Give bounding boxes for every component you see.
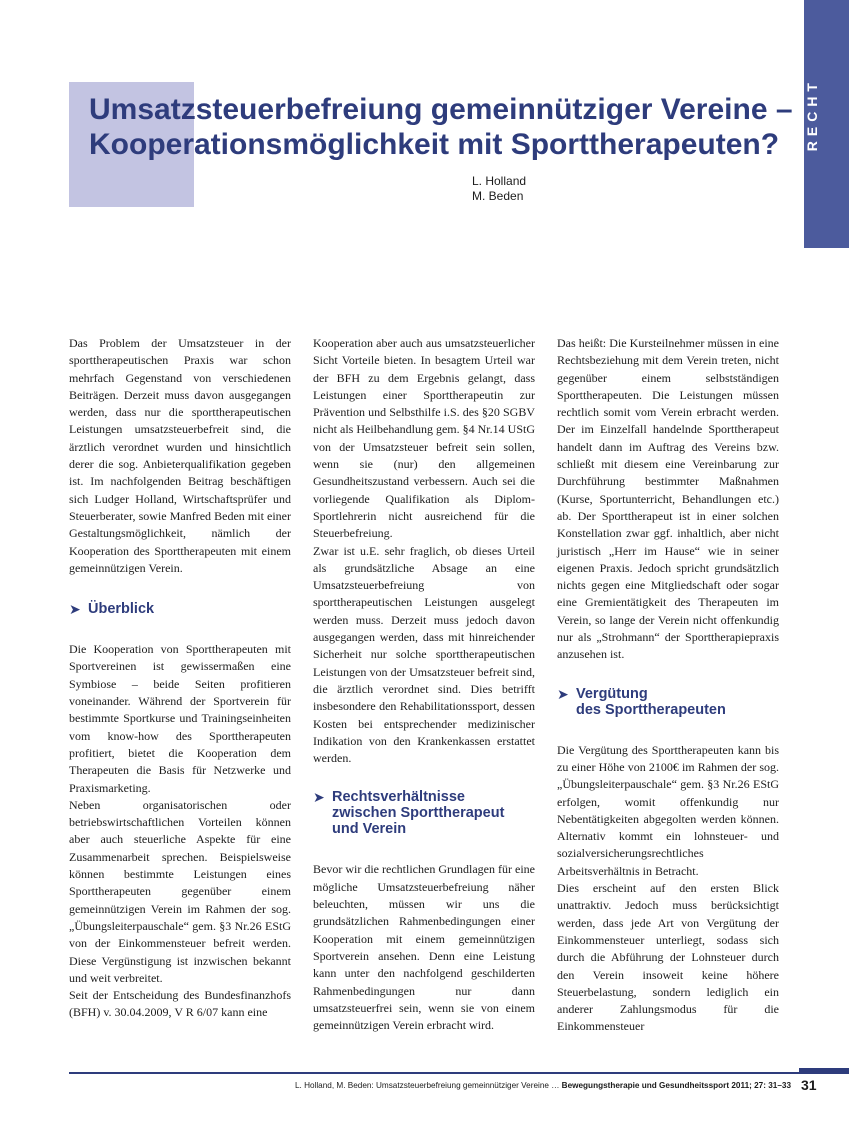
- section-heading-overview: [69, 601, 291, 617]
- body-paragraph: Die Vergütung des Sporttherapeuten kann bis zu einer Höhe von 2100€ im Rahmen der sog. „Übungsleiterpauschale“ gem. §3 Nr.26 EStG erfolgen, womit offenkundig nur Nebentätigkeiten abgegolten werden können. Alternativ kommt ein lohnsteuer- und sozialversicherungsrechtliches Arbeitsverhältnis in Betracht.: [557, 742, 779, 878]
- title-line-2: Kooperationsmöglichkeit mit Sporttherapeuten?: [89, 128, 780, 161]
- heading-line: und Verein: [332, 821, 407, 838]
- author-list: [472, 174, 526, 204]
- footer-rule-tab: [799, 1068, 849, 1074]
- heading-line: Rechtsverhältnisse: [332, 789, 465, 806]
- page-number: 31: [801, 1077, 817, 1093]
- body-paragraph: Das heißt: Die Kursteilnehmer müssen in eine Rechtsbeziehung mit dem Verein treten, nicht gegenüber einem selbstständigen Sporttherapeuten. Die Leistungen müssen rechtlich somit vom Verein erbracht werden. Der im Einzelfall handelnde Sporttherapeut handelt dann im Auftrag des Vereins bzw. schließt mit diesem eine Vereinbarung zur Durchführung bestimmter Maßnahmen (Kurse, Sportunterricht, Behandlungen etc.) ab. Der Sporttherapeut ist in einer solchen Konstellation zwar ggf. inhaltlich, aber nicht juristisch „Herr im Hause“ wie in seiner eigenen Praxis. Jedoch spricht grundsätzlich nichts gegen eine Mitgliedschaft oder sogar eine Gremientätigkeit des Therapeuten im Verein, so lange der Verein nicht offenkundig nur als „Strohmann“ der Sporttherapiepraxis anzusehen ist.: [557, 336, 779, 662]
- body-paragraph: Zwar ist u.E. sehr fraglich, ob dieses Urteil als grundsätzliche Absage an eine Umsatzsteuerbefreiung von sporttherapeutischen Leistungen ausgelegt werden muss. Derzeit muss jedoch davon ausgegangen werden, dass mit hinreichender Sicherheit nur solche sporttherapeutischen Leistungen von der Umsatzsteuer befreit sind, die ärztlich verordnet sind. Dies betrifft insbesondere den Rehabilitationssport, dessen Kosten bei entsprechender medizinischer Indikation von den Krankenkassen erstattet werden.: [313, 543, 535, 766]
- column-1: [69, 335, 291, 1022]
- footer-citation-text: L. Holland, M. Beden: Umsatzsteuerbefreiung gemeinnütziger Vereine …: [294, 1081, 560, 1090]
- intro-paragraph: Das Problem der Umsatzsteuer in der sporttherapeutischen Praxis war schon mehrfach Gegenstand von verschiedenen Beiträgen. Derzeit muss davon ausgegangen werden, dass nur die sporttherapeutischen Leistungen umsatzsteuerbefreit sind, die ärztlich verordnet wurden und hinsichtlich derer die sog. Anbieterqualifikation gegeben ist. Im nachfolgenden Beitrag beschäftigen sich Ludger Holland, Wirtschaftsprüfer und Steuerberater, sowie Manfred Beden mit einer Gestaltungsmöglichkeit, nämlich der Kooperation des Sporttherapeuten mit einem gemeinnützigen Verein.: [69, 336, 291, 575]
- arrow-icon: ➤: [313, 789, 325, 806]
- body-paragraph: Seit der Entscheidung des Bundesfinanzhofs (BFH) v. 30.04.2009, V R 6/07 kann eine: [69, 988, 291, 1020]
- heading-line: zwischen Sporttherapeut: [332, 805, 505, 822]
- footer-citation: [295, 1081, 791, 1090]
- body-paragraph: Die Kooperation von Sporttherapeuten mit Sportvereinen ist gewissermaßen eine Symbiose – beide Seiten profitieren voneinander. Während der Sportverein für bestimmte Sportkurse und Trainingseinheiten vom know-how des Sporttherapeuten profitiert, bietet die Kooperation dem Therapeuten die Basis für Netzwerke und Praxismarketing.: [69, 642, 291, 795]
- footer-journal: Bewegungstherapie und Gesundheitssport 2011; 27: 31–33: [561, 1081, 791, 1090]
- column-3: [557, 335, 779, 1036]
- section-heading-legal: [313, 789, 535, 837]
- title-line-1: Umsatzsteuerbefreiung gemeinnütziger Vereine –: [89, 93, 793, 126]
- arrow-icon: ➤: [69, 601, 81, 618]
- heading-line: Überblick: [88, 601, 155, 618]
- article-title: [89, 92, 799, 162]
- section-heading-compensation: [557, 686, 779, 718]
- column-2: [313, 335, 535, 1034]
- author-1: L. Holland: [472, 174, 527, 188]
- section-label: RECHT: [804, 78, 820, 152]
- body-paragraph: Neben organisatorischen oder betriebswirtschaftlichen Vorteilen können aber auch steuerliche Aspekte für eine Zusammenarbeit sprechen. Beispielsweise können bestimmte Leistungen eines Sporttherapeuten gegenüber einem gemeinnützigen Verein im Rahmen der sog. „Übungsleiterpauschale“ gem. §3 Nr.26 EStG von der Einkommensteuer befreit werden. Diese Vergünstigung ist inzwischen bekannt und weit verbreitet.: [69, 797, 291, 985]
- author-2: M. Beden: [472, 189, 524, 203]
- body-paragraph: Dies erscheint auf den ersten Blick unattraktiv. Jedoch muss berücksichtigt werden, dass jede Art von Vergütung der Einkommensteuer unterliegt, sodass sich durch die Abführung der Lohnsteuer durch den Verein insoweit keine höhere Steuerbelastung, sondern lediglich ein anderer Zahlungsmodus für die Einkommensteuer: [557, 881, 779, 1034]
- section-tab: [804, 0, 849, 248]
- body-paragraph: Bevor wir die rechtlichen Grundlagen für eine mögliche Umsatzsteuerbefreiung näher beleuchten, müssen wir uns die grundsätzlichen Rahmenbedingungen einer Kooperation mit einem gemeinnützigen Sportverein ansehen. Denn eine Leistung kann unter den nachfolgend geschilderten Rahmenbedingungen nur dann umsatzsteuerfrei sein, wenn sie von einem gemeinnützigen Verein erbracht wird.: [313, 862, 535, 1033]
- arrow-icon: ➤: [557, 685, 569, 702]
- heading-line: des Sporttherapeuten: [576, 701, 726, 718]
- footer-rule: [69, 1072, 849, 1074]
- heading-line: Vergütung: [576, 685, 648, 702]
- body-paragraph: Kooperation aber auch aus umsatzsteuerlicher Sicht Vorteile bieten. In besagtem Urteil war der BFH zu dem Ergebnis gelangt, dass Leistungen einer Sporttherapeutin zur Prävention und Selbsthilfe i.S. des §20 SGBV nicht als Heilbehandlung gem. §4 Nr.14 UStG von der Umsatzsteuer befreit sein sollen, wenn sie (nur) den allgemeinen Gesundheitszustand verbessern. Auch sei die vorliegende Qualifikation als Diplom-Sportlehrerin nicht ausreichend für die Steuerbefreiung.: [313, 336, 535, 541]
